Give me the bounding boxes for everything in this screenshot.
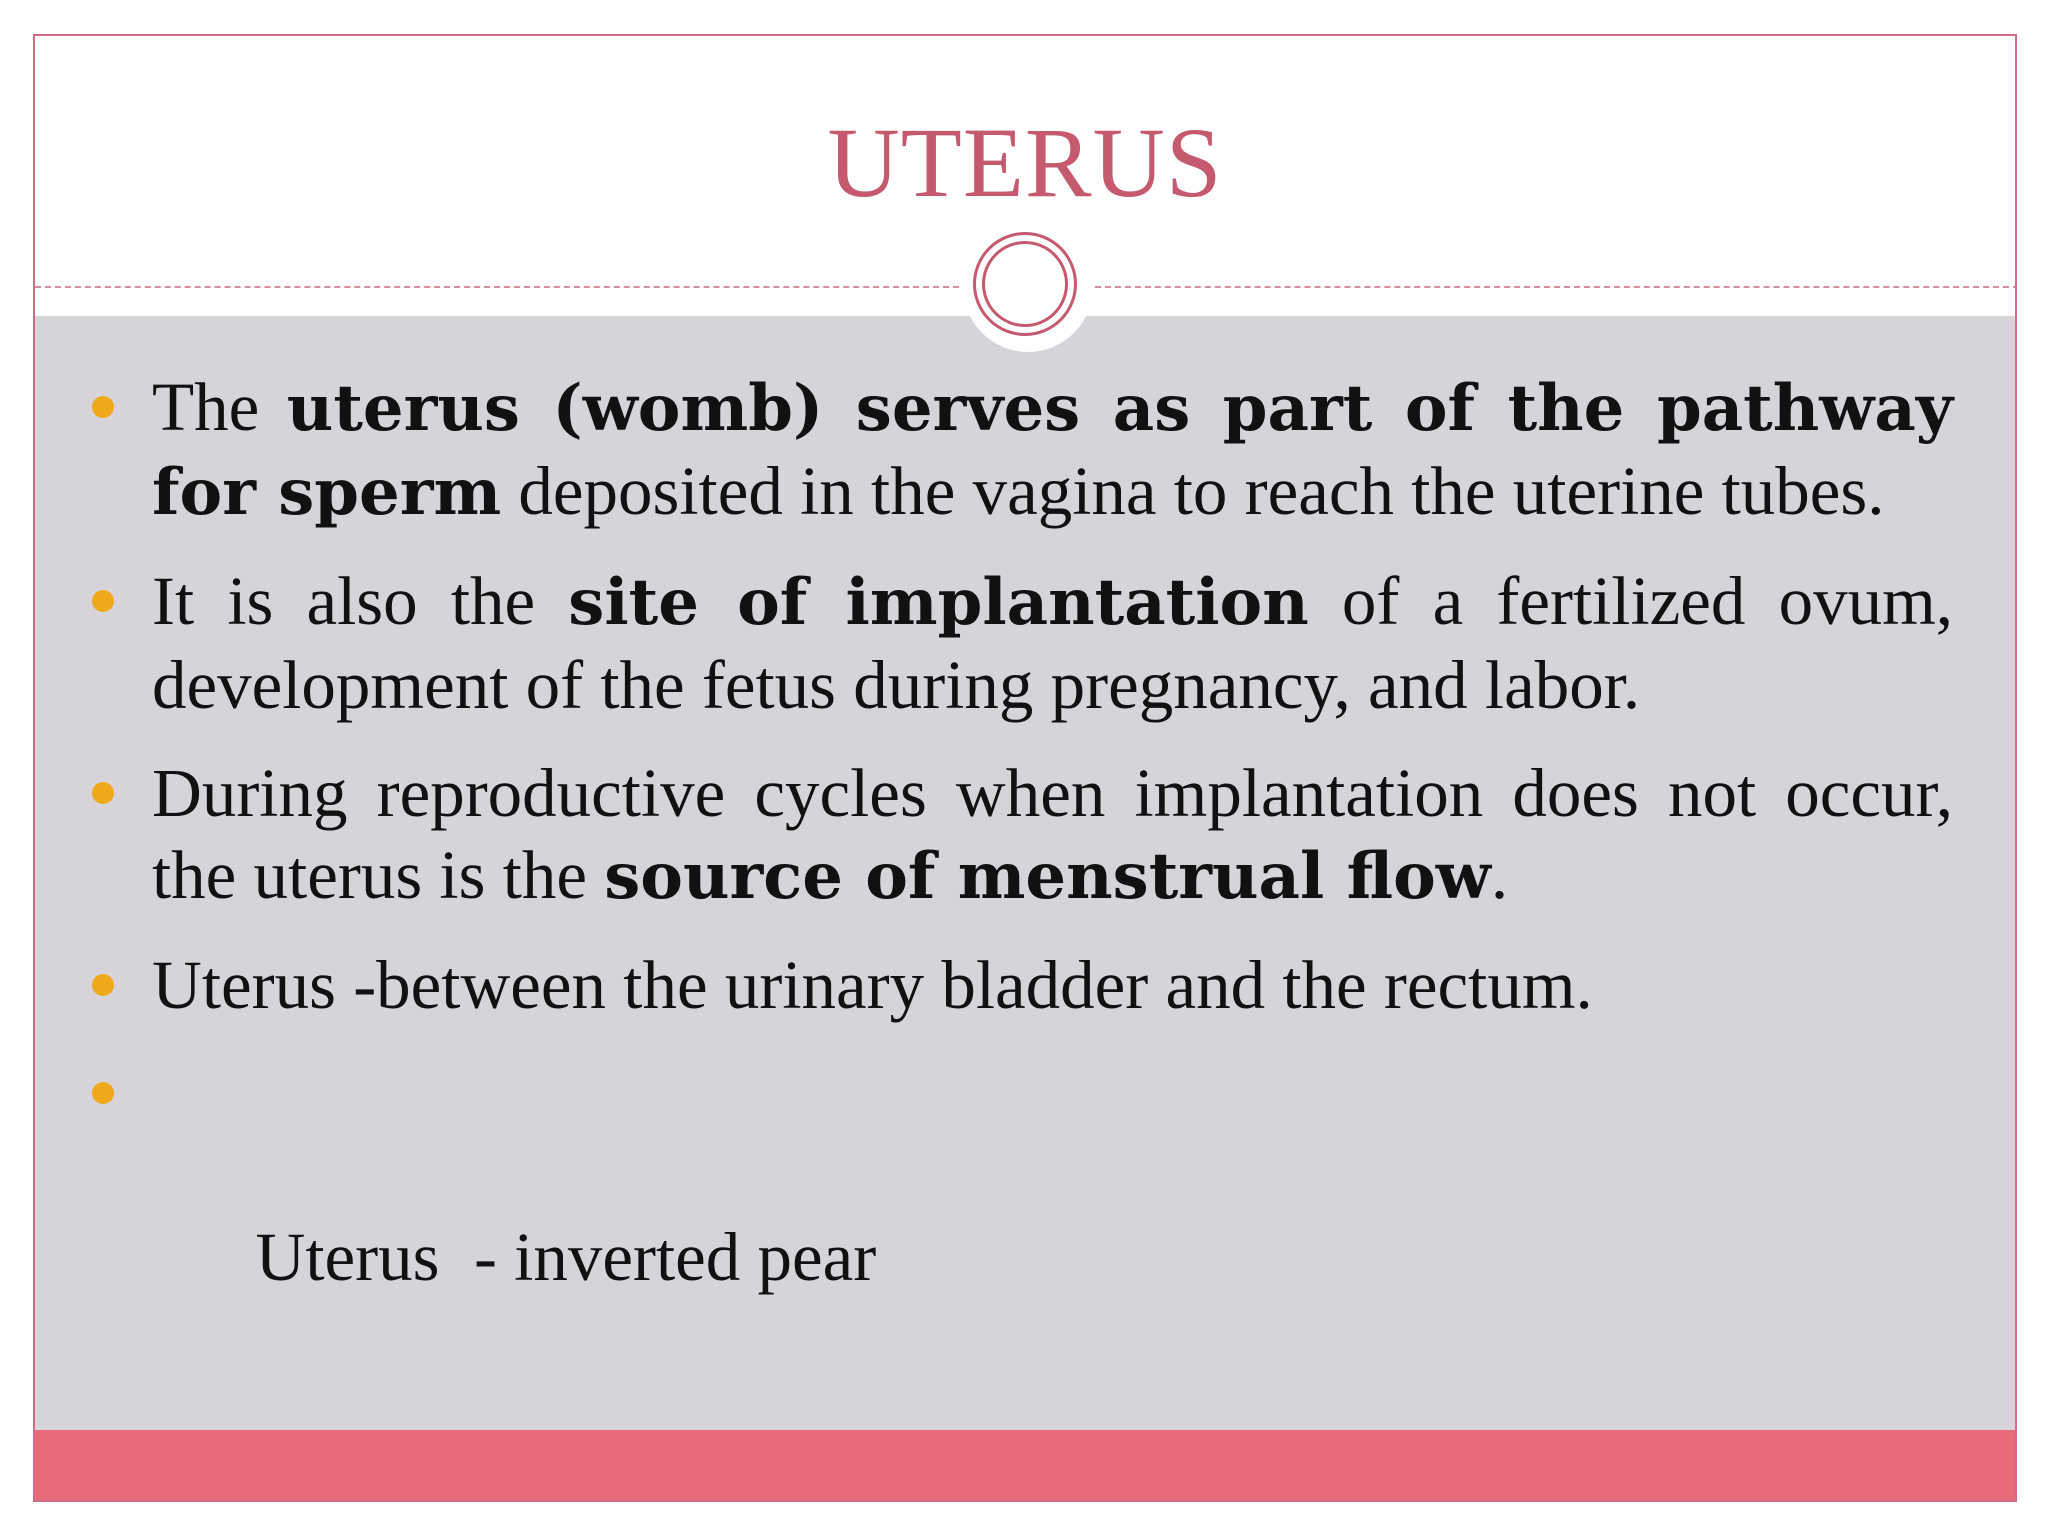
bullet-text: Uterus -between the urinary bladder and the rectum. <box>152 947 1593 1023</box>
bullet-dot-icon <box>92 974 114 996</box>
bullet-dot-icon <box>92 590 114 612</box>
bullet-text: The <box>152 369 287 445</box>
slide <box>33 34 2017 1502</box>
bullet-list <box>35 366 2015 1406</box>
bullet-bold-text: uterus (womb) serves as part of the pathway for sperm <box>152 371 1954 530</box>
bullet-item <box>35 366 2015 534</box>
bullet-text: deposited in the vagina to reach the uterine tubes. <box>501 453 1885 529</box>
bullet-dot-icon <box>92 396 114 418</box>
bullet-text: During reproductive cycles when implantation does not occur, the uterus is the <box>152 755 1953 913</box>
bullet-dot-icon <box>92 1082 114 1104</box>
bullet-bold-text: site of implantation <box>568 565 1309 640</box>
bullet-text: It is also the <box>152 563 569 639</box>
bullet-item <box>35 752 2015 918</box>
bullet-text: . <box>1490 837 1509 913</box>
bullet-dot-icon <box>92 782 114 804</box>
bullet-item <box>35 560 2015 726</box>
circle-ornament-inner-icon <box>982 241 1068 327</box>
bullet-text: Uterus - inverted pear <box>255 1219 877 1295</box>
divider-right <box>1095 286 2017 288</box>
bullet-item <box>35 1052 2015 1380</box>
bullet-item <box>35 944 2015 1026</box>
divider-left <box>35 286 959 288</box>
slide-title: UTERUS <box>827 107 1223 218</box>
bullet-bold-text: source of menstrual flow <box>604 839 1491 914</box>
bullet-text: of a fertilized ovum, development of the fetus during pregnancy, and labor. <box>152 563 1953 723</box>
footer-accent-bar <box>35 1430 2015 1500</box>
